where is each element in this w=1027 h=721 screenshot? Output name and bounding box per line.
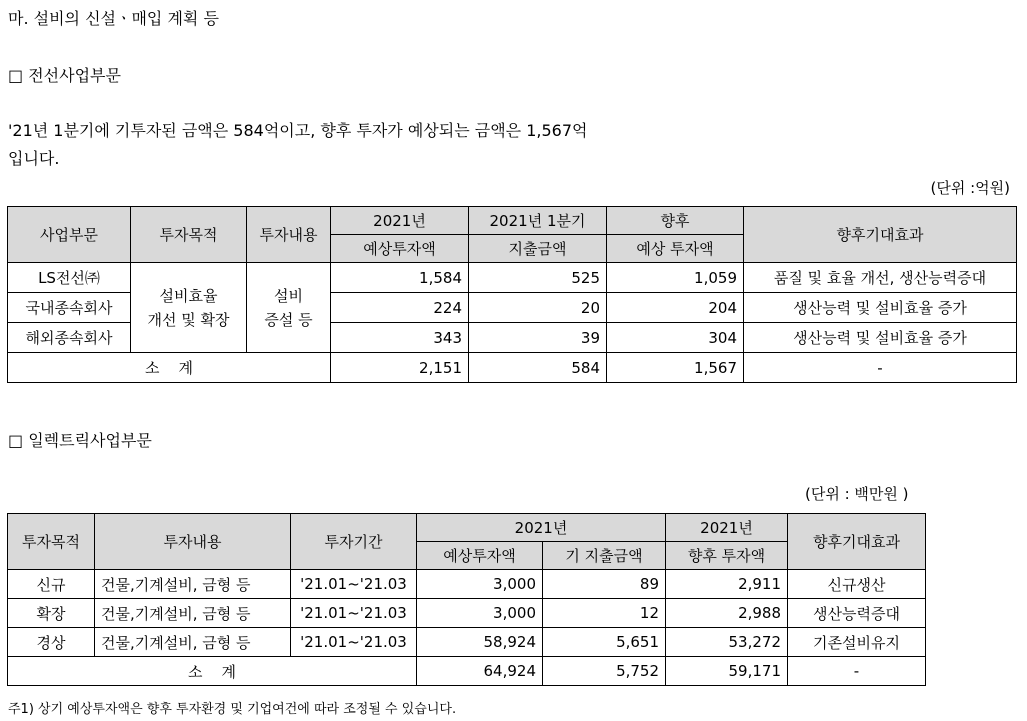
- spent-cell: 12: [543, 599, 666, 628]
- period-cell: '21.01~'21.03: [291, 628, 417, 657]
- subtotal-spent: 5,752: [543, 657, 666, 686]
- period-cell: '21.01~'21.03: [291, 570, 417, 599]
- planned-cell: 343: [331, 323, 469, 353]
- header-2021-q1: 2021년 1분기: [469, 207, 607, 235]
- division-cell: 국내종속회사: [8, 293, 131, 323]
- content-line: 증설 등: [264, 310, 313, 329]
- purpose-cell: 신규: [8, 570, 95, 599]
- header-2021: 2021년: [331, 207, 469, 235]
- subtotal-effect: -: [744, 353, 1017, 383]
- subtotal-planned: 2,151: [331, 353, 469, 383]
- content-cell: 건물,기계설비, 금형 등: [95, 599, 291, 628]
- effect-cell: 생산능력 및 설비효율 증가: [744, 293, 1017, 323]
- section-heading: 마. 설비의 신설ㆍ매입 계획 등: [8, 9, 219, 28]
- content-cell: 건물,기계설비, 금형 등: [95, 628, 291, 657]
- subtotal-label: 소 계: [8, 657, 417, 686]
- header-2021-future: 2021년: [666, 514, 788, 542]
- header-planned: 예상투자액: [331, 235, 469, 263]
- subtotal-row: [8, 353, 1017, 383]
- header-effect: 향후기대효과: [788, 514, 926, 570]
- header-spent: 기 지출금액: [543, 542, 666, 570]
- header-planned: 예상투자액: [417, 542, 543, 570]
- period-cell: '21.01~'21.03: [291, 599, 417, 628]
- subtotal-planned: 64,924: [417, 657, 543, 686]
- header-2021: 2021년: [417, 514, 666, 542]
- cable-unit-label: (단위 :억원): [930, 179, 1010, 197]
- spent-cell: 525: [469, 263, 607, 293]
- header-purpose: 투자목적: [8, 514, 95, 570]
- table-row: [8, 599, 926, 628]
- table-row: [8, 628, 926, 657]
- planned-cell: 1,584: [331, 263, 469, 293]
- header-purpose: 투자목적: [131, 207, 247, 263]
- content-merged-cell: [247, 263, 331, 353]
- header-content: 투자내용: [247, 207, 331, 263]
- effect-cell: 생산능력 및 설비효율 증가: [744, 323, 1017, 353]
- cable-division-title: □ 전선사업부문: [8, 66, 121, 85]
- purpose-cell: 경상: [8, 628, 95, 657]
- spent-cell: 20: [469, 293, 607, 323]
- content-cell: 건물,기계설비, 금형 등: [95, 570, 291, 599]
- cable-summary-line1: '21년 1분기에 기투자된 금액은 584억이고, 향후 투자가 예상되는 금액은 1,567억: [8, 121, 588, 140]
- spent-cell: 89: [543, 570, 666, 599]
- footnote: 주1) 상기 예상투자액은 향후 투자환경 및 기업여건에 따라 조정될 수 있습니다.: [8, 702, 457, 717]
- subtotal-future: 59,171: [666, 657, 788, 686]
- division-cell: 해외종속회사: [8, 323, 131, 353]
- spent-cell: 5,651: [543, 628, 666, 657]
- effect-cell: 기존설비유지: [788, 628, 926, 657]
- header-division: 사업부문: [8, 207, 131, 263]
- planned-cell: 224: [331, 293, 469, 323]
- electric-division-title: □ 일렉트릭사업부문: [8, 431, 152, 450]
- header-spent: 지출금액: [469, 235, 607, 263]
- cable-investment-table: [7, 206, 1017, 383]
- future-cell: 2,911: [666, 570, 788, 599]
- division-cell: LS전선㈜: [8, 263, 131, 293]
- spent-cell: 39: [469, 323, 607, 353]
- content-line: 설비: [274, 286, 303, 305]
- subtotal-row: [8, 657, 926, 686]
- table-row: [8, 263, 1017, 293]
- future-cell: 204: [607, 293, 744, 323]
- future-cell: 1,059: [607, 263, 744, 293]
- purpose-line: 개선 및 확장: [147, 310, 230, 329]
- header-future: 향후: [607, 207, 744, 235]
- future-cell: 304: [607, 323, 744, 353]
- subtotal-spent: 584: [469, 353, 607, 383]
- future-cell: 53,272: [666, 628, 788, 657]
- header-period: 투자기간: [291, 514, 417, 570]
- table-row: [8, 570, 926, 599]
- planned-cell: 58,924: [417, 628, 543, 657]
- header-future-amount: 예상 투자액: [607, 235, 744, 263]
- purpose-line: 설비효율: [159, 286, 218, 305]
- electric-investment-table: [7, 513, 926, 686]
- planned-cell: 3,000: [417, 570, 543, 599]
- subtotal-label: 소 계: [8, 353, 331, 383]
- cable-summary-line2: 입니다.: [8, 149, 60, 168]
- header-effect: 향후기대효과: [744, 207, 1017, 263]
- header-future-amount: 향후 투자액: [666, 542, 788, 570]
- effect-cell: 생산능력증대: [788, 599, 926, 628]
- effect-cell: 품질 및 효율 개선, 생산능력증대: [744, 263, 1017, 293]
- planned-cell: 3,000: [417, 599, 543, 628]
- subtotal-future: 1,567: [607, 353, 744, 383]
- future-cell: 2,988: [666, 599, 788, 628]
- subtotal-effect: -: [788, 657, 926, 686]
- header-content: 투자내용: [95, 514, 291, 570]
- purpose-merged-cell: [131, 263, 247, 353]
- electric-unit-label: (단위 : 백만원 ): [805, 485, 909, 503]
- effect-cell: 신규생산: [788, 570, 926, 599]
- purpose-cell: 확장: [8, 599, 95, 628]
